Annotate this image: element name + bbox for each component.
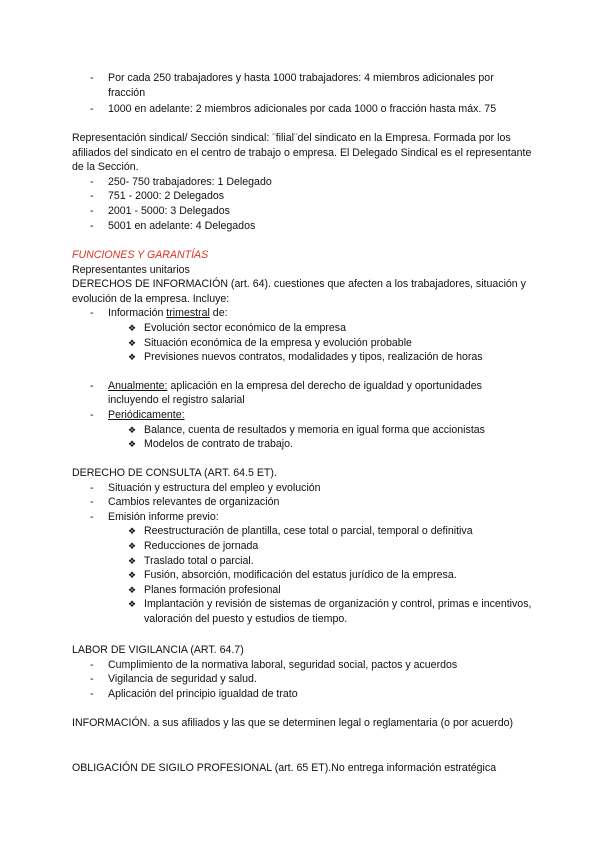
vigilancia-section xyxy=(72,643,532,701)
sigilo-paragraph: OBLIGACIÓN DE SIGILO PROFESIONAL (art. 65 ET).No entrega información estratégica xyxy=(72,762,497,774)
consulta-section xyxy=(72,466,532,627)
list-item: - Anualmente: aplicación en la empresa del derecho de igualdad y oportunidades incluyendo el registro salarial xyxy=(90,379,482,407)
section-subtitle: Representantes unitarios xyxy=(72,263,190,276)
sigilo-section xyxy=(72,761,542,776)
list-item: ❖ Fusión, absorción, modificación del estatus jurídico de la empresa. xyxy=(128,569,457,582)
diamond-bullet-icon: ❖ xyxy=(128,540,137,551)
list-item: - Vigilancia de seguridad y salud. xyxy=(90,673,257,686)
rep-sindical-section xyxy=(72,131,532,233)
list-item: ❖ Implantación y revisión de sistemas de organización y control, primas e incentivos, valoración del puesto y estudios de tiempo. xyxy=(128,598,532,625)
list-item: - Aplicación del principio igualdad de trato xyxy=(90,687,298,700)
list-item: ❖ Evolución sector económico de la empresa xyxy=(128,321,346,334)
derechos-informacion-paragraph: DERECHOS DE INFORMACIÓN (art. 64). cuestiones que afecten a los trabajadores, situación y evolución de la empresa. Incluye: xyxy=(72,278,526,305)
list-item: ❖ Traslado total o parcial. xyxy=(128,554,254,567)
list-item: - Cumplimiento de la normativa laboral, seguridad social, pactos y acuerdos xyxy=(90,658,458,671)
list-item: - Situación y estructura del empleo y evolución xyxy=(90,481,321,494)
list-item: ❖ Balance, cuenta de resultados y memoria en igual forma que accionistas xyxy=(128,423,485,436)
informacion-paragraph: INFORMACIÓN. a sus afiliados y las que se determinen legal o reglamentaria (o por acuerdo) xyxy=(72,717,514,729)
list-item: - Información trimestral de: xyxy=(90,307,228,320)
list-item: - 250- 750 trabajadores: 1 Delegado xyxy=(90,175,272,188)
diamond-bullet-icon: ❖ xyxy=(128,352,137,363)
diamond-bullet-icon: ❖ xyxy=(128,439,137,450)
diamond-bullet-icon: ❖ xyxy=(128,555,137,566)
list-item: ❖ Modelos de contrato de trabajo. xyxy=(128,438,293,451)
list-item: ❖ Planes formación profesional xyxy=(128,583,281,596)
diamond-bullet-icon: ❖ xyxy=(128,424,137,435)
top-list xyxy=(72,71,532,117)
section-heading: LABOR DE VIGILANCIA (ART. 64.7) xyxy=(72,644,244,656)
diamond-bullet-icon: ❖ xyxy=(128,526,137,537)
list-item: ❖ Reducciones de jornada xyxy=(128,539,259,552)
diamond-bullet-icon: ❖ xyxy=(128,570,137,581)
section-heading: DERECHO DE CONSULTA (ART. 64.5 ET). xyxy=(72,467,277,479)
list-item: - 5001 en adelante: 4 Delegados xyxy=(90,219,256,232)
list-item: ❖ Previsiones nuevos contratos, modalidades y tipos, realización de horas xyxy=(128,351,483,364)
list-item: ❖ Reestructuración de plantilla, cese total o parcial, temporal o definitiva xyxy=(128,525,473,538)
list-item: ❖ Situación económica de la empresa y evolución probable xyxy=(128,336,412,349)
list-item: - Emisión informe previo: xyxy=(90,510,219,523)
list-item: - 751 - 2000: 2 Delegados xyxy=(90,190,225,203)
rep-sindical-paragraph: Representación sindical/ Sección sindical: ¨filial¨del sindicato en la Empresa. Formada por los afiliados del sindicato en el centro de trabajo o empresa. El Delegado Sindical es el representante de la Sección. xyxy=(72,132,532,174)
list-item: - Cambios relevantes de organización xyxy=(90,496,280,509)
diamond-bullet-icon: ❖ xyxy=(128,584,137,595)
list-item: - Por cada 250 trabajadores y hasta 1000 trabajadores: 4 miembros adicionales por fracción xyxy=(90,72,494,99)
diamond-bullet-icon: ❖ xyxy=(128,337,137,348)
list-item: - 2001 - 5000: 3 Delegados xyxy=(90,204,230,217)
section-title: FUNCIONES Y GARANTÍAS xyxy=(72,249,209,261)
list-item: - 1000 en adelante: 2 miembros adicionales por cada 1000 o fracción hasta máx. 75 xyxy=(90,103,497,116)
diamond-bullet-icon: ❖ xyxy=(128,322,137,333)
informacion-section xyxy=(72,716,532,731)
diamond-bullet-icon: ❖ xyxy=(128,599,137,610)
funciones-section xyxy=(72,248,532,452)
list-item: - Periódicamente: xyxy=(90,408,185,421)
